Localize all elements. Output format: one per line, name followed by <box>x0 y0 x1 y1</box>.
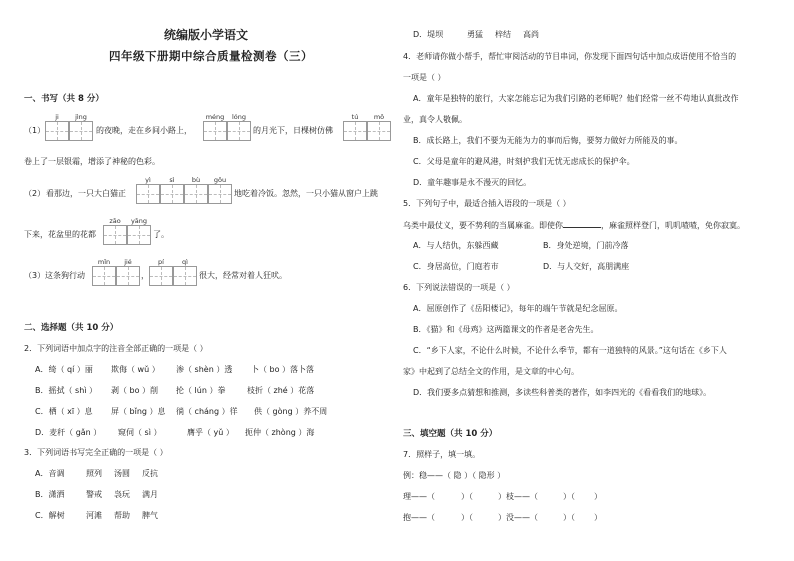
option-text: A．与人结仇，东躲西藏 <box>413 241 499 250</box>
option-cell: 卜（ bo ）落卜落 <box>251 365 315 374</box>
option-cell: 帮助 <box>114 511 130 520</box>
option-text: A．屈原创作了《岳阳楼记》，每年的端午节就是纪念屈原。 <box>413 304 623 313</box>
document-subtitle: 四年级下册期中综合质量检测卷（三） <box>109 49 313 63</box>
option-text: B．身处逆境，门前冷落 <box>543 241 629 250</box>
option-cell: 梓结 <box>495 30 511 39</box>
fill-row-part: ）（ <box>461 492 473 501</box>
passage-part: 乌类中最仗义，要不势利的当属麻雀。即使你 <box>403 221 563 230</box>
question-text: 下来，花盆里的花都 <box>24 230 96 239</box>
option-cell: 徜（ cháng ）徉 <box>176 407 238 416</box>
fill-row-part: ） <box>498 513 506 522</box>
option-cell: 反抗 <box>142 469 158 478</box>
question-text: 的月光下，日棵树仿佛 <box>253 126 333 135</box>
question-text: 了。 <box>153 230 169 239</box>
tianzige-box[interactable] <box>208 184 232 204</box>
option-cell: C．栖（ xī ）息 <box>35 407 93 416</box>
pinyin-label: mǐn <box>97 258 111 266</box>
option-text: D．童年趣事是永不漫灭的回忆。 <box>413 178 532 187</box>
fill-row-part: ） <box>594 513 602 522</box>
option-cell: 欺侮（ wǔ ） <box>111 365 160 374</box>
option-cell: A．音调 <box>35 469 65 478</box>
pinyin-label: bù <box>191 176 201 184</box>
pinyin-label: zāo <box>109 217 121 225</box>
fill-row-part: 枝——（ <box>506 492 538 501</box>
tianzige-box[interactable] <box>160 184 184 204</box>
fill-row-part: 理——（ <box>403 492 435 501</box>
question-stem: 2．下列词语中加点字的注音全部正确的一项是（ ） <box>24 344 208 353</box>
option-cell: 警戒 <box>86 490 102 499</box>
option-text: D．与人交好，高朋满座 <box>543 262 630 271</box>
tianzige-box[interactable] <box>343 121 367 141</box>
pinyin-label: jìng <box>75 113 87 121</box>
question-text: 很大，经常对着人狂吠。 <box>199 271 287 280</box>
pinyin-label: jié <box>124 258 132 266</box>
question-number: （3） <box>24 271 46 280</box>
tianzige-box[interactable] <box>127 225 151 245</box>
tianzige-box[interactable] <box>92 266 116 286</box>
tianzige-box[interactable] <box>103 225 127 245</box>
option-text: C．身居高位，门庭若市 <box>413 262 499 271</box>
option-text: D．我们要多点猜想和推测，多读些科普类的著作，如李四光的《看看我们的地球》。 <box>413 388 712 397</box>
option-cell: 窥伺（ sì ） <box>118 428 162 437</box>
document-title: 统编版小学语文 <box>164 28 249 42</box>
section-heading-choice: 二、选择题（共 10 分） <box>24 323 119 333</box>
question-stem: 5．下列句子中，最适合插入语段的一项是（ ） <box>403 199 571 208</box>
option-text: 业，真令人敬佩。 <box>403 115 467 124</box>
fill-row-part: 没——（ <box>506 513 538 522</box>
option-text: B．成长路上，我们不要为无能为力的事而后悔，要努力做好力所能及的事。 <box>413 136 683 145</box>
option-cell: 扼仲（ zhòng ）海 <box>245 428 315 437</box>
question-text: 卷上了一层银霜，增添了神秘的色彩。 <box>24 157 160 166</box>
question-text: 的夜晚，走在乡间小路上， <box>96 126 192 135</box>
fill-row-part: ）（ <box>461 513 473 522</box>
option-cell: 抡（ lún ）拳 <box>176 386 226 395</box>
tianzige-box[interactable] <box>69 121 93 141</box>
option-cell: A．绮（ qí ）丽 <box>35 365 93 374</box>
pinyin-label: mǒ <box>373 113 385 121</box>
option-text: C．父母是童年的避风港，时刻护我们无忧无虑成长的保护伞。 <box>413 157 635 166</box>
option-cell: 袅玩 <box>114 490 130 499</box>
option-cell: 河滩 <box>86 511 102 520</box>
fill-row-part: ）（ <box>563 492 575 501</box>
option-cell: 渗（ shèn ）透 <box>176 365 233 374</box>
tianzige-box[interactable] <box>173 266 197 286</box>
section-heading-writing: 一、书写（共 8 分） <box>24 94 104 104</box>
option-cell: D．堤坝 <box>413 30 444 39</box>
fill-row-part: 抱——（ <box>403 513 435 522</box>
option-cell: 剥（ bo ）削 <box>111 386 159 395</box>
option-cell: 勇猛 <box>467 30 483 39</box>
pinyin-label: qì <box>182 258 188 266</box>
option-cell: C．解树 <box>35 511 65 520</box>
option-text: A．童年是独特的旅行，大家怎能忘记为我们引路的老师呢？他们经常一丝不苟地认真批改作 <box>413 94 739 103</box>
option-cell: 屏（ bǐng ）息 <box>111 407 166 416</box>
pinyin-label: pí <box>158 258 164 266</box>
option-cell: 枝折（ zhé ）花落 <box>247 386 315 395</box>
option-cell: 照列 <box>86 469 102 478</box>
question-stem: 4．老师请你做小帮手，帮忙审阅活动的节目串词，你发现下面四句话中加点成语使用不恰当的 <box>403 52 737 61</box>
option-cell: B．摇拭（ shì ） <box>35 386 98 395</box>
answer-blank[interactable] <box>563 220 601 228</box>
option-cell: 脾气 <box>142 511 158 520</box>
tianzige-box[interactable] <box>149 266 173 286</box>
option-cell: 满月 <box>142 490 158 499</box>
question-number: （2） <box>24 189 46 198</box>
tianzige-box[interactable] <box>136 184 160 204</box>
pinyin-label: yāng <box>130 217 148 225</box>
question-stem: 一项是（ ） <box>403 73 446 82</box>
option-cell: 高尚 <box>523 30 539 39</box>
pinyin-label: yì <box>145 176 151 184</box>
option-text: B．《猫》和《母鸡》这两篇课文的作者是老舍先生。 <box>413 325 599 334</box>
pinyin-label: tú <box>351 113 359 121</box>
tianzige-box[interactable] <box>227 121 251 141</box>
pinyin-label: méng <box>205 113 225 121</box>
tianzige-box[interactable] <box>45 121 69 141</box>
question-text: 地吃着冷饭。忽然，一只小猫从窗户上跳 <box>234 189 378 198</box>
pinyin-label: lóng <box>231 113 247 121</box>
question-stem: 3．下列词语书写完全正确的一项是（ ） <box>24 448 168 457</box>
question-number: （1） <box>24 126 46 135</box>
pinyin-label: ji <box>55 113 59 121</box>
example-text: 例：稳——（ 隐 ）（ 隐形 ） <box>403 471 506 480</box>
option-cell: B．潇洒 <box>35 490 65 499</box>
option-cell: 汤圆 <box>114 469 130 478</box>
question-text: ， <box>141 271 149 280</box>
tianzige-box[interactable] <box>184 184 208 204</box>
option-cell: 供（ gòng ）养不周 <box>254 407 328 416</box>
question-stem: 7．照样子，填一填。 <box>403 450 481 459</box>
question-text: 看那边，一只大白猫正 <box>46 189 126 198</box>
pinyin-label: gǒu <box>213 176 227 184</box>
fill-row-part: ）（ <box>563 513 575 522</box>
option-text: 家》中起到了总结全文的作用，是文章的中心句。 <box>403 367 579 376</box>
pinyin-label: sì <box>169 176 175 184</box>
passage-part: ，麻雀照样登门，叽叽喳喳，免你寂寞。 <box>601 221 745 230</box>
question-stem: 6．下列说法错误的一项是（ ） <box>403 283 515 292</box>
passage-text <box>403 220 745 231</box>
tianzige-box[interactable] <box>203 121 227 141</box>
option-cell: D．麦秆（ gǎn ） <box>35 428 102 437</box>
question-text: 这条狗行动 <box>45 271 85 280</box>
option-text: C．“乡下人家，不论什么时候，不论什么季节，都有一道独特的风景。”这句话在《乡下人 <box>413 346 727 355</box>
option-cell: 膺乎（ yǔ ） <box>187 428 234 437</box>
fill-row-part: ） <box>498 492 506 501</box>
fill-row-part: ） <box>594 492 602 501</box>
tianzige-box[interactable] <box>116 266 140 286</box>
section-heading-fill: 三、填空题（共 10 分） <box>403 429 498 439</box>
tianzige-box[interactable] <box>367 121 391 141</box>
